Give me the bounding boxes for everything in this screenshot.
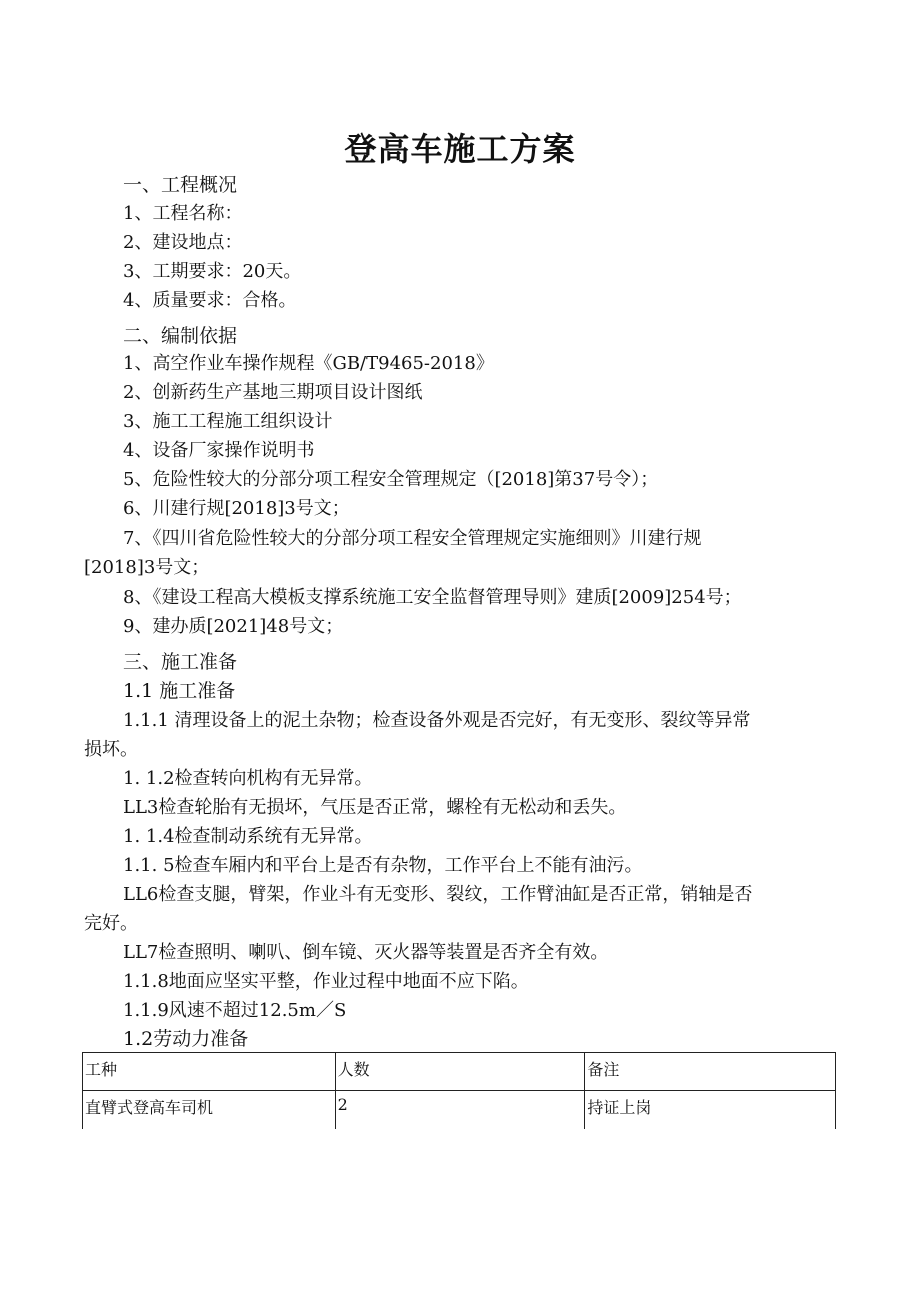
table-cell: 2 <box>335 1091 585 1130</box>
table-header-cell: 备注 <box>585 1053 836 1091</box>
section-heading-overview: 一、工程概况 <box>123 174 238 196</box>
table-header-cell: 人数 <box>335 1053 585 1091</box>
prep-item: 1.1.9风速不超过12.5m／S <box>123 1000 347 1021</box>
prep-item: 1.1.1 清理设备上的泥土杂物；检查设备外观是否完好，有无变形、裂纹等异常 <box>123 710 751 731</box>
prep-item-continued: 完好。 <box>84 913 138 934</box>
prep-item: LL7检查照明、喇叭、倒车镜、灭火器等装置是否齐全有效。 <box>123 942 609 963</box>
prep-item: 1. 1.2检查转向机构有无异常。 <box>123 768 373 789</box>
basis-item: 5、危险性较大的分部分项工程安全管理规定（[2018]第37号令）； <box>123 469 659 490</box>
basis-item: 4、设备厂家操作说明书 <box>123 440 315 461</box>
prep-item: 1. 1.4检查制动系统有无异常。 <box>123 826 373 847</box>
table-header-row <box>83 1053 836 1091</box>
subsection-heading-labor: 1.2劳动力准备 <box>123 1028 249 1050</box>
basis-item: 7、《四川省危险性较大的分部分项工程安全管理规定实施细则》川建行规 <box>123 528 702 549</box>
basis-item: 9、建办质[2021]48号文； <box>123 616 344 637</box>
section-heading-preparation: 三、施工准备 <box>123 651 238 673</box>
basis-item-continued: [2018]3号文； <box>84 557 210 578</box>
table-row <box>83 1091 836 1130</box>
construction-site-line: 2、建设地点： <box>123 232 243 253</box>
table-header-cell: 工种 <box>83 1053 336 1091</box>
prep-item: LL6检查支腿，臂架，作业斗有无变形、裂纹，工作臂油缸是否正常，销轴是否 <box>123 884 753 905</box>
quality-line: 4、质量要求：合格。 <box>123 290 297 311</box>
basis-item: 2、创新药生产基地三期项目设计图纸 <box>123 382 423 403</box>
table-cell: 持证上岗 <box>585 1091 836 1130</box>
duration-line: 3、工期要求：20天。 <box>123 261 302 282</box>
prep-item: 1.1. 5检查车厢内和平台上是否有杂物，工作平台上不能有油污。 <box>123 855 643 876</box>
labor-table <box>82 1052 836 1129</box>
project-name-line: 1、工程名称： <box>123 203 243 224</box>
section-heading-basis: 二、编制依据 <box>123 325 238 347</box>
subsection-heading: 1.1 施工准备 <box>123 680 236 702</box>
table-cell: 直臂式登高车司机 <box>83 1091 336 1130</box>
basis-item: 3、施工工程施工组织设计 <box>123 411 333 432</box>
document-title: 登高车施工方案 <box>344 130 576 168</box>
basis-item: 8、《建设工程高大模板支撑系统施工安全监督管理导则》建质[2009]254号； <box>123 587 742 608</box>
basis-item: 6、川建行规[2018]3号文； <box>123 498 350 519</box>
basis-item: 1、高空作业车操作规程《GB/T9465-2018》 <box>123 353 494 374</box>
prep-item-continued: 损坏。 <box>84 739 138 760</box>
prep-item: LL3检查轮胎有无损坏，气压是否正常，螺栓有无松动和丢失。 <box>123 797 627 818</box>
prep-item: 1.1.8地面应坚实平整，作业过程中地面不应下陷。 <box>123 971 529 992</box>
